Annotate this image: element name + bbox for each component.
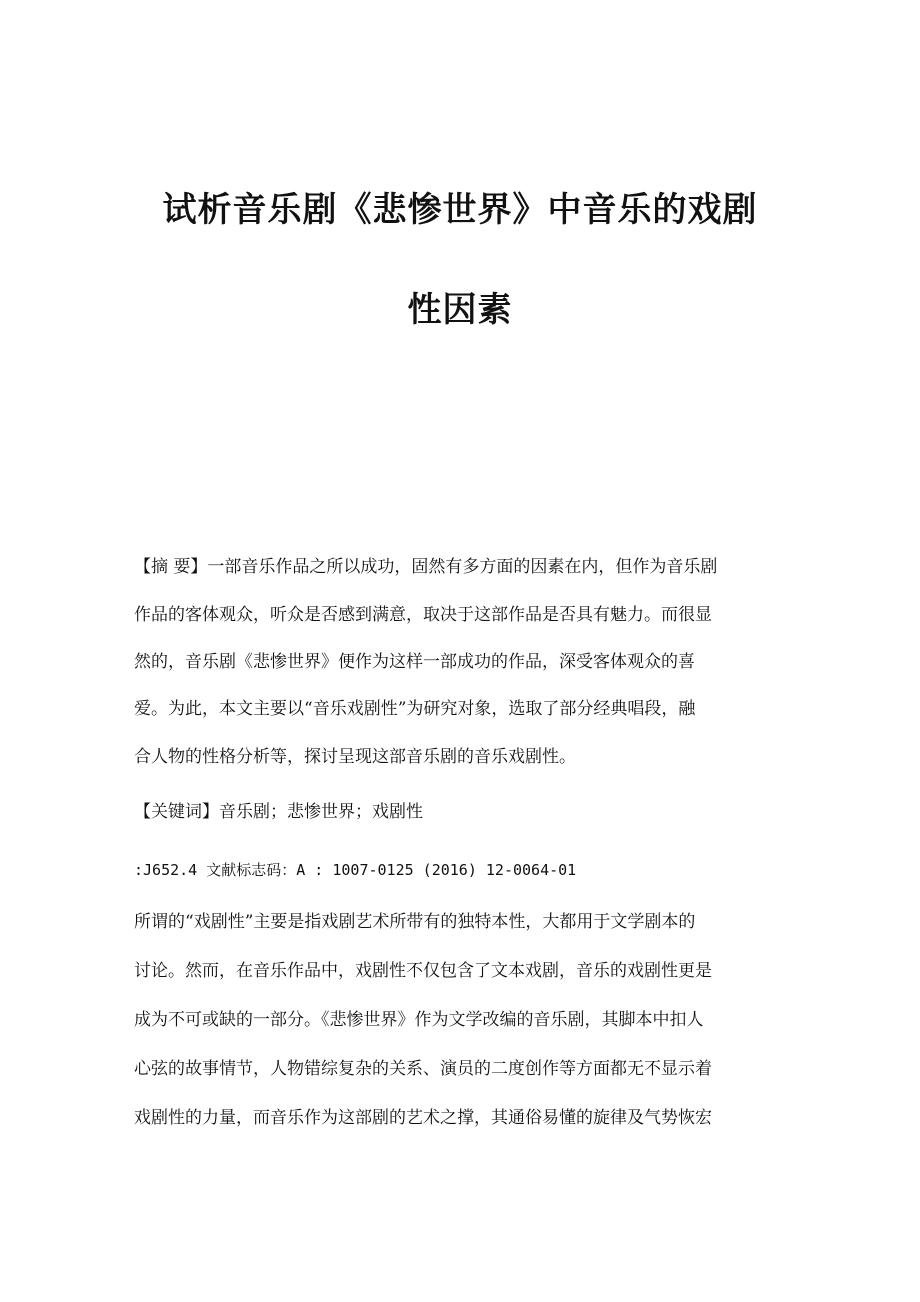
abstract-line: 合人物的性格分析等，探讨呈现这部音乐剧的音乐戏剧性。 <box>134 747 576 767</box>
title-line-1: 试析音乐剧《悲惨世界》中音乐的戏剧 <box>162 190 758 230</box>
body-line: 讨论。然而，在音乐作品中，戏剧性不仅包含了文本戏剧，音乐的戏剧性更是 <box>134 961 712 981</box>
abstract-line: 【摘 要】一部音乐作品之所以成功，固然有多方面的因素在内，但作为音乐剧 <box>134 557 718 577</box>
keywords-text: 【关键词】音乐剧；悲惨世界；戏剧性 <box>134 802 423 822</box>
title-line-2: 性因素 <box>407 290 513 330</box>
abstract-line: 爱。为此，本文主要以“音乐戏剧性”为研究对象，选取了部分经典唱段，融 <box>134 699 696 719</box>
classification-text: :J652.4 文献标志码：A : 1007-0125 (2016) 12-0064-01 <box>134 861 577 879</box>
body-line: 心弦的故事情节，人物错综复杂的关系、演员的二度创作等方面都无不显示着 <box>134 1059 712 1079</box>
abstract-line: 作品的客体观众，听众是否感到满意，取决于这部作品是否具有魅力。而很显 <box>134 605 712 625</box>
body-line: 戏剧性的力量，而音乐作为这部剧的艺术之撑，其通俗易懂的旋律及气势恢宏 <box>134 1108 712 1128</box>
body-line: 所谓的“戏剧性”主要是指戏剧艺术所带有的独特本性，大都用于文学剧本的 <box>134 912 696 932</box>
abstract-line: 然的，音乐剧《悲惨世界》便作为这样一部成功的作品，深受客体观众的喜 <box>134 652 695 672</box>
body-line: 成为不可或缺的一部分。《悲惨世界》作为文学改编的音乐剧，其脚本中扣人 <box>134 1010 704 1030</box>
